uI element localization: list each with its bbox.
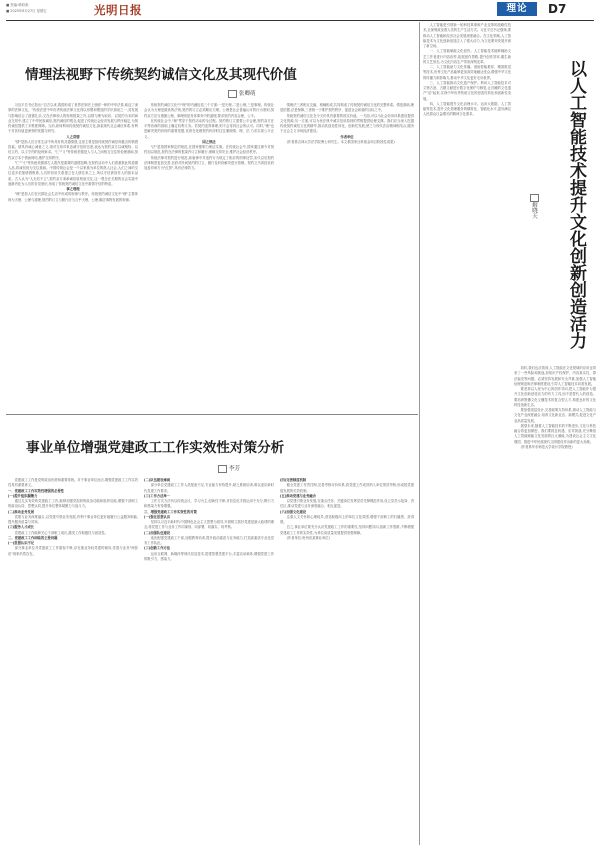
subheading: (二)队伍建设薄弱 xyxy=(144,478,171,482)
paragraph: 通过扎实有效的党建政工工作,能够加强党组织的政治功能和组织功能,增强干部职工的政治认同、思想认同,提升单位整体凝聚力与战斗力。 xyxy=(8,499,138,509)
paragraph: "情"是指人们日常生活中所具有的共通情感,这里主要是指传统契约诚信所蕴含的情感因素。情具有诚心诚意之义,指对交易对象忠诚守信的态度,表达为契约双方以诚相待、以信立约、以义守约的伦理诉求。"仁""义"等传统美德是人与人之间相互交往的伦理基础,契约双方本于情而缔结,维护交易秩序。 xyxy=(8,139,138,160)
header-rule xyxy=(6,20,594,21)
paragraph: 运用互联网、新媒体等现代信息技术,搭建智慧党建平台,丰富活动载体,增强党建工作的吸引力、感染力。 xyxy=(144,551,274,561)
paragraph: 传统契约诚信文化在今天仍具有重要的现实价值。一方面,可以为社会信用体系建设提供文化资源;另一方面,可以为民法典中诚实信用原则的贯彻提供伦理支撑。我们应当深入挖掘传统契约诚信文化的精华,推动其创造性转化、创新性发展,使之与现代法治精神相结合,服务于社会主义市场经济建设。 xyxy=(280,113,414,134)
paragraph: 在传统社会中,"理"贯穿于契约活动的全过程。契约的订立需要公平合理,契约双方在平等协商的基础上确定权利义务。若契约违背事理,则不会得到社会的认可。同时,"理"也是解决契约纠纷的重要依据,官府在处理契约纠纷时往往兼顾情、理、法,力求实现公平正义。 xyxy=(144,118,274,139)
paragraph: (作者单位:贵州省某事业单位) xyxy=(286,535,330,540)
paragraph: (作者系吉林大学法学院博士研究生。本文系国家社科基金项目阶段性成果) xyxy=(286,139,395,144)
paragraph: "仁""义"等传统美德被古人看作是重要的道德范畴,在契约活动中人们看重彼此的道德人品,将诚信视为交往基础。中国传统社会是一个以家族为单位的熟人社会,人们之间的交往更多依靠情感维系,人们的信用关系建立在人情往来之上,所以守信被视作人的基本品质。古人认为"人无信不立",契约双方秉承诚信原则而交往,这一观念在长期的社会实践中逐渐内化为人们的自觉意识,形成了传统契约诚信文化中重情守信的特质。 xyxy=(8,160,138,186)
paragraph: 传统契约诚信文化中"理"的内涵包括三个方面:一是天理,二是公理,三是事理。传统社会认为天理是最高的法则,契约的订立必须顺应天理。公理是社会普遍认可的行为准则,契约双方应当遵循公理。事理则是具体事务中的道理,要求契约内容合理、公平。 xyxy=(144,103,274,118)
article3-col2 xyxy=(514,366,596,843)
paragraph: 习近平总书记指出:"自古以来,我国形成了世界法制史上独树一帜的中华法系,积淀了深厚的法律文化。"传统法是中华优秀传统法律文化得以形塑和塑造的学识源泉之一,其发展与影响结合了道德礼乐,又在法律和人的规则框架之内,以情与理为取向、以契约为本的商业交易中,建立了中华民族诚信,契约诚信的观念,促进了传统社会经济发展与秩序稳定,为契约诚信提供了多维度保障。当前,如何利用传统契约诚信文化,探索现代社会诚信体系,有利于对其价值更深刻的发掘与研究。 xyxy=(8,103,138,134)
article1-author: 张卿萌 xyxy=(239,91,256,97)
article-divider xyxy=(6,414,418,415)
article1-col3 xyxy=(280,103,414,393)
subheading: (二)加强队伍建设 xyxy=(144,530,171,535)
paragraph: 三、人工智能推动文化遗产保护。利用人工智能技术对文物古迹、古籍文献进行数字化保护与修复,让沉睡的文化遗产"活"起来,实现中华优秀传统文化的创造性转化和创新性发展。 xyxy=(423,80,511,101)
article1-col1 xyxy=(8,103,138,393)
paragraph: 注重人文关怀和心理疏导,营造积极向上的单位文化氛围,增强干部职工的归属感、获得感。 xyxy=(280,514,414,524)
article2-byline xyxy=(218,464,240,473)
paragraph: 选优配强党建政工干部,加强教育培训,提升政治素质与业务能力,打造高素质专业化党务工作队伍。 xyxy=(144,535,274,545)
paragraph: 展望未来,随着人工智能技术的不断进步,文化与科技融合将更加紧密。我们要抓住机遇、应对挑战,充分释放人工智能赋能文化发展的巨大潜能,为建设社会主义文化强国、推进中华民族现代文明建设作出新的更大贡献。 xyxy=(514,423,596,444)
paragraph: "理"是指人们在长期社会生活中形成的规律与秩序。传统契约诚信文化中"理"主要体现为天理、公理与道理,契约的订立与履行应当合乎天理、公理,顺应事物发展的规律。 xyxy=(8,192,138,202)
article2-col2 xyxy=(144,478,274,844)
subheading: (二)推动业务发展 xyxy=(8,509,35,514)
column-divider xyxy=(419,22,420,845)
section-heading: 作者单位 xyxy=(340,134,354,139)
paragraph: 党建政工工作能够关心干部职工成长,激发工作积极性与创造性。 xyxy=(14,530,108,535)
author-box-icon xyxy=(530,194,539,202)
section-heading: 国之律法 xyxy=(202,139,216,144)
page-number: D7 xyxy=(548,2,567,16)
subheading: (一)思想认识不足 xyxy=(8,541,35,545)
article1-title: 情理法视野下传统契约诚信文化及其现代价值 xyxy=(25,67,297,83)
edition-meta xyxy=(6,3,47,14)
subheading: (三)服务人才成长 xyxy=(8,525,35,530)
paragraph: 要加强顶层设计,完善政策支持体系,推动人工智能与文化产业深度融合,培育文化新业态、新模式,促进文化产业高质量发展。 xyxy=(514,408,596,423)
article2-col3 xyxy=(280,478,414,844)
article2-title: 事业单位增强党建政工工作实效性对策分析 xyxy=(26,440,285,456)
subheading: (三)创新工作方法 xyxy=(144,546,171,551)
subheading: (一)提升组织凝聚力 xyxy=(8,493,38,498)
paragraph: 健全党建工作责任制,完善考核评价体系,将党建工作成效纳入单位绩效考核,形成抓党建促发展的长效机制。 xyxy=(280,483,414,493)
article3-title: 以人工智能技术提升文化创新创造活力 xyxy=(566,60,586,349)
paragraph: 党建与业务深度融合,以党建引领业务发展,有利于事业单位更好地履行公益服务职能,提升服务质量与效率。 xyxy=(8,514,138,524)
paragraph: 党建政工工作是党的政治优势和重要传统。对于事业单位而言,增强党建政工工作实效性具有重要意义。 xyxy=(8,478,138,488)
paragraph: 总之,事业单位要充分认识党建政工工作的重要性,坚持问题导向,创新工作思路,不断增强党建政工工作的实效性,为单位高质量发展提供坚强保障。 xyxy=(280,525,414,535)
paragraph: 部分事业单位对党建政工工作重视不够,存在重业务轻党建的倾向,党建与业务"两张皮"现象仍然存在。 xyxy=(8,546,138,556)
article2-col1 xyxy=(8,478,138,844)
subheading: (三)工作方法单一 xyxy=(144,493,171,498)
subheading: 一、党建政工工作实效性增强的必要性 xyxy=(8,488,65,493)
paragraph: 人工智能是引领新一轮科技革命和产业变革的战略性技术,正深刻改变着人类的生产生活方式。习近平总书记强调,要推动人工智能和经济社会发展深度融合。在文化领域,人工智能技术为文化创新创造注入了强大动力,为文化繁荣发展开辟了新空间。 xyxy=(423,23,511,48)
date-line: ■ 2025年6月27日 星期五 xyxy=(6,8,47,13)
section-heading: 事之理理 xyxy=(66,187,80,191)
author-box-icon xyxy=(218,465,227,473)
paragraph: 传统法律对契约进行规范,如唐律中对违约行为规定了相应的刑事处罚,宋代以后契约法律制度更加完善,官府对民间契约的订立、履行及纠纷解决进行管理。契约文书须经官府加盖印章方为"红契",具有法律效力。 xyxy=(144,155,274,170)
paragraph: (作者系华东师范大学设计学院教授) xyxy=(520,444,573,449)
article3-col1 xyxy=(423,23,511,843)
subheading: (四)完善制度机制 xyxy=(280,478,307,482)
article1-col2 xyxy=(144,103,274,393)
article3-byline xyxy=(530,194,541,219)
paragraph: 四、人工智能提升文化治理水平。运用大数据、人工智能等技术,提升文化管理服务的精准化、智能化水平,更好满足人民群众日益增长的精神文化需求。 xyxy=(423,101,511,117)
subheading: (六)加强文化建设 xyxy=(280,509,307,514)
paragraph: "法"是指国家制定的规范,在国家强制力保证实施。在传统社会中,国家通过律令对契约加以规范,契约在法律的框架内订立和履行,保障交易安全,维护社会经济秩序。 xyxy=(144,145,274,155)
paragraph: 同时,我们也应看到,人工智能在文化领域的应用也带来了一些风险和挑战,如知识产权保护、内容真实性、算法偏见等问题。必须坚持发展和安全并重,加强人工智能伦理规范和法律制度建设,引导人工智能技术向善发展。 xyxy=(514,366,596,386)
paragraph: 要坚持以人民为中心的创作导向,把人工智能作为提升文化创新创造活力的有力工具,而不是替代人的创造。要培养既懂文化又懂技术的复合型人才,构建良好的文化科技创新生态。 xyxy=(514,387,596,407)
article3-author: 解晓天 xyxy=(531,202,537,219)
subheading: (一)强化思想认识 xyxy=(144,514,171,519)
section-heading: 人之常情 xyxy=(66,134,80,139)
subheading: (五)推动党建与业务融合 xyxy=(280,493,316,498)
paragraph: 二、人工智能助力文化传播。借助智能推荐、精准推送等技术,优秀文化产品能够更加高效地触达受众,增强中华文化的传播力和影响力,推动中华文化更好走向世界。 xyxy=(423,65,511,80)
paragraph: 工作方式方法仍以传统会议、学习为主,创新性不够,对信息化手段运用不充分,吸引力和感染力有待增强。 xyxy=(144,499,274,509)
author-box-icon xyxy=(228,90,237,98)
paragraph: 部分单位党建政工工作人员配备不足,专业能力有待提升,缺乏系统培训,难以适应新时代党建工作要求。 xyxy=(144,483,274,493)
newspaper-logo: 光明日报 xyxy=(94,3,142,17)
editor-line: ■ 责编:韩府欢 xyxy=(6,3,29,7)
subheading: 三、增强党建政工工作实效性的对策 xyxy=(144,509,197,514)
paragraph: 一、人工智能赋能文化创作。人工智能技术能够辅助文艺工作者进行内容创作,拓展创作思路,提升创作效率,催生新的文艺形态,为文化内容生产带来深刻变革。 xyxy=(423,49,511,64)
article1-byline xyxy=(228,89,256,98)
subheading: 二、党建政工工作面临的主要问题 xyxy=(8,535,58,540)
paragraph: 以党建引领业务发展,在重点任务、关键岗位发挥党员先锋模范作用,设立党员示范岗、责任区,推动党建与业务深度融合、相互促进。 xyxy=(280,499,414,509)
paragraph: 情理法三者相互交融、相辅相成,共同构成了传统契约诚信文化的完整体系。情是基础,理是依据,法是保障,三者统一于维护契约秩序、促进社会和谐的目标之中。 xyxy=(280,103,414,113)
paragraph: 坚持以习近平新时代中国特色社会主义思想为指导,牢固树立抓好党建是最大政绩的理念,将党建工作与业务工作同谋划、同部署、同落实、同考核。 xyxy=(144,520,274,530)
section-tag: 理论 xyxy=(497,2,537,16)
article2-author: 李芳 xyxy=(229,466,241,472)
